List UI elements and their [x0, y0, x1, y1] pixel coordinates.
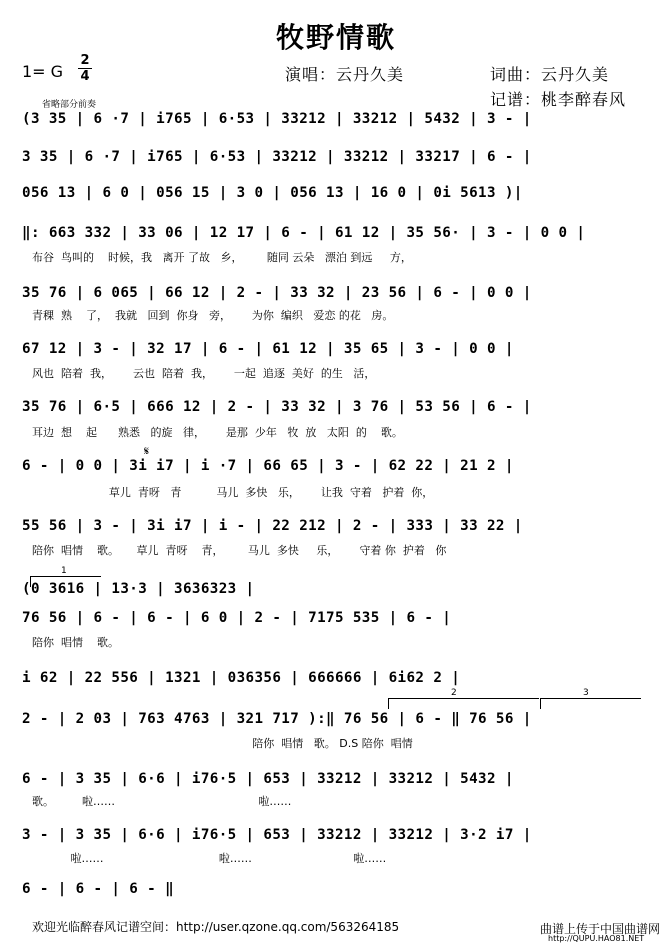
volta-third: 3 — [540, 698, 641, 709]
score-row-15: 3 - | 3 35 | 6·6 | i76·5 | 653 | 33212 | 33212 | 3·2 i7 | — [22, 827, 532, 843]
lyric-row-15: 啦…… 啦…… 啦…… — [32, 852, 387, 865]
volta-second: 2 — [388, 698, 539, 709]
lyric-row-5: 青稞 熟 了， 我就 回到 你身 旁， 为你 编织 爱恋 的花 房。 — [32, 309, 394, 322]
footer-upload-note: 曲谱上传于中国曲谱网 — [540, 922, 661, 936]
lyric-row-7: 耳边 想 起 熟悉 的旋 律， 是那 少年 牧 放 太阳 的 歌。 — [32, 426, 403, 439]
singer-credit: 演唱：云丹久美 — [285, 65, 405, 84]
time-numerator: 2 — [80, 53, 90, 68]
time-denominator: 4 — [80, 69, 90, 84]
score-row-5: 35 76 | 6 065 | 66 12 | 2 - | 33 32 | 23 56 | 6 - | 0 0 | — [22, 285, 532, 301]
score-row-11: 76 56 | 6 - | 6 - | 6 0 | 2 - | 7175 535 | 6 - | — [22, 610, 452, 626]
intro-note: 省略部分前奏 — [42, 100, 97, 110]
lyric-row-13: 陪你 唱情 歌。 D.S 陪你 唱情 — [32, 737, 413, 750]
lyric-row-4: 布谷 鸟叫的 时候，我 离开 了故 乡， 随同 云朵 漂泊 到远 方， — [32, 251, 412, 264]
score-row-2: 3 35 | 6 ·7 | i765 | 6·53 | 33212 | 33212 | 33217 | 6 - | — [22, 149, 532, 165]
score-row-12: i 62 | 22 556 | 1321 | 036356 | 666666 | 6i62 2 | — [22, 670, 461, 686]
lyric-row-8: 草儿 青呀 青 马儿 多快 乐， 让我 守着 护着 你， — [32, 486, 434, 499]
time-signature — [78, 54, 92, 83]
score-row-7: 35 76 | 6·5 | 666 12 | 2 - | 33 32 | 3 76 | 53 56 | 6 - | — [22, 399, 532, 415]
score-row-4: ‖: 663 332 | 33 06 | 12 17 | 6 - | 61 12 | 35 56· | 3 - | 0 0 | — [22, 225, 586, 241]
score-row-8: 6 - | 0 0 | 3i i7 | i ·7 | 66 65 | 3 - | 62 22 | 21 2 | — [22, 458, 514, 474]
score-row-6: 67 12 | 3 - | 32 17 | 6 - | 61 12 | 35 65 | 3 - | 0 0 | — [22, 341, 514, 357]
lyric-row-14: 歌。 啦…… 啦…… — [32, 795, 292, 808]
page-title: 牧野情歌 — [275, 21, 396, 54]
footer-upload-url: http://QUPU.HAO81.NET — [548, 934, 645, 943]
transcriber-credit: 记谱：桃李醉春风 — [490, 90, 627, 109]
score-row-9: 55 56 | 3 - | 3i i7 | i - | 22 212 | 2 - | 333 | 33 22 | — [22, 518, 523, 534]
footer-credit: 欢迎光临醉春风记谱空间：http://user.qzone.qq.com/563264185 — [32, 920, 400, 934]
score-row-1: (3 35 | 6 ·7 | i765 | 6·53 | 33212 | 33212 | 5432 | 3 - | — [22, 111, 532, 127]
lyricist-credit: 词曲：云丹久美 — [490, 65, 610, 84]
lyric-row-9: 陪你 唱情 歌。 草儿 青呀 青， 马儿 多快 乐， 守着 你 护着 你 — [32, 544, 447, 557]
score-row-13: 2 - | 2 03 | 763 4763 | 321 717 ):‖ 76 56 | 6 - ‖ 76 56 | — [22, 711, 532, 727]
score-row-16: 6 - | 6 - | 6 - ‖ — [22, 881, 175, 897]
key-signature: 1= G — [22, 62, 64, 81]
lyric-row-11: 陪你 唱情 歌。 — [32, 636, 119, 649]
score-row-10: (0 3616 | 13·3 | 3636323 | — [22, 581, 255, 597]
lyric-row-6: 风也 陪着 我， 云也 陪着 我， 一起 追逐 美好 的生 活， — [32, 367, 376, 380]
score-row-3: 056 13 | 6 0 | 056 15 | 3 0 | 056 13 | 16 0 | 0i 5613 )| — [22, 185, 523, 201]
volta-first: 1 — [30, 576, 101, 587]
segno-sign: 𝄋 — [144, 444, 150, 458]
score-row-14: 6 - | 3 35 | 6·6 | i76·5 | 653 | 33212 | 33212 | 5432 | — [22, 771, 514, 787]
